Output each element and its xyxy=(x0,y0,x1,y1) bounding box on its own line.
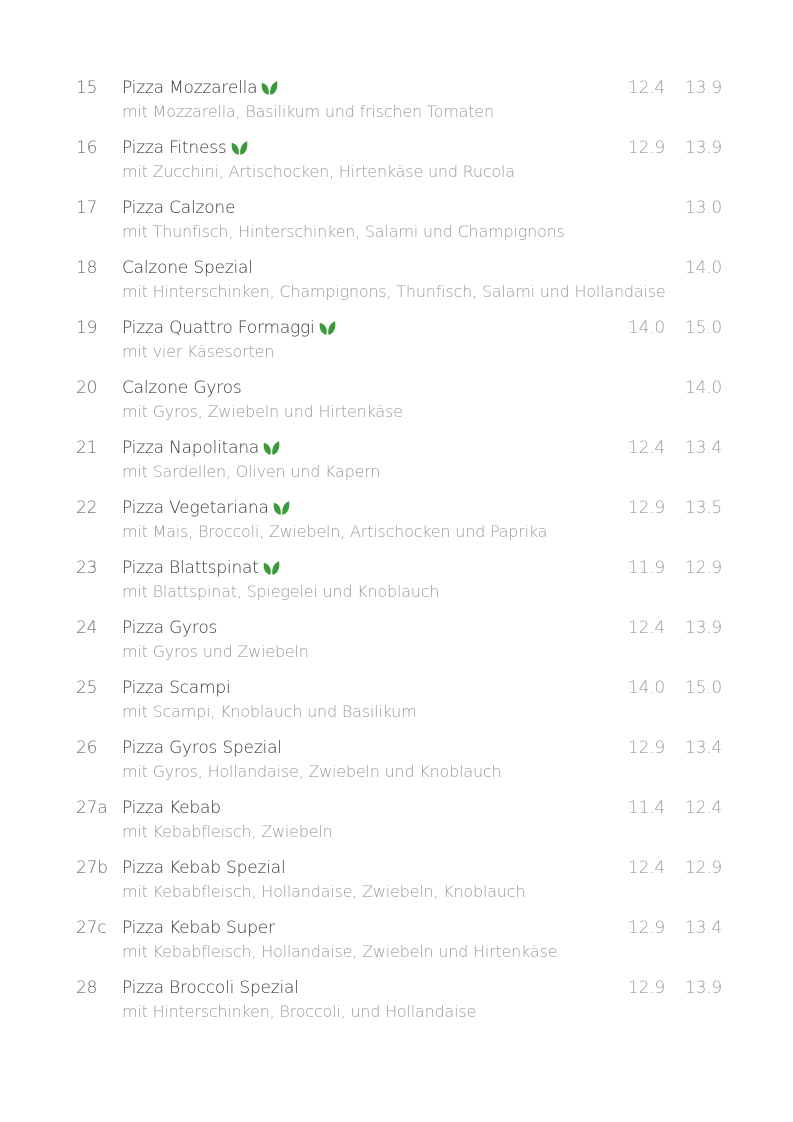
price-small: 11.9 xyxy=(628,558,666,578)
item-number: 27b xyxy=(76,858,108,878)
item-name xyxy=(122,558,280,578)
item-name-text: Pizza Kebab Spezial xyxy=(122,858,286,878)
item-number: 25 xyxy=(76,678,98,698)
menu-item xyxy=(0,736,793,796)
vegetarian-leaf-icon xyxy=(263,440,280,456)
item-name-text: Pizza Scampi xyxy=(122,678,231,698)
item-name xyxy=(122,798,221,818)
vegetarian-leaf-icon xyxy=(261,80,278,96)
menu-list xyxy=(0,76,793,1036)
menu-item xyxy=(0,496,793,556)
item-number: 24 xyxy=(76,618,98,638)
price-large: 13.4 xyxy=(685,438,723,458)
menu-item xyxy=(0,856,793,916)
menu-item xyxy=(0,436,793,496)
price-large: 13.9 xyxy=(685,978,723,998)
item-name-text: Pizza Mozzarella xyxy=(122,78,258,98)
item-name xyxy=(122,378,241,398)
price-small: 14.0 xyxy=(628,318,666,338)
item-name-text: Pizza Blattspinat xyxy=(122,558,259,578)
item-name xyxy=(122,738,282,758)
item-number: 26 xyxy=(76,738,98,758)
price-large: 14.0 xyxy=(685,258,723,278)
item-number: 19 xyxy=(76,318,98,338)
menu-item xyxy=(0,316,793,376)
item-description: mit Kebabfleisch, Hollandaise, Zwiebeln, Knoblauch xyxy=(122,882,526,901)
item-name xyxy=(122,138,248,158)
price-small: 12.9 xyxy=(628,498,666,518)
item-name xyxy=(122,438,280,458)
item-number: 27a xyxy=(76,798,108,818)
item-name-text: Pizza Kebab xyxy=(122,798,221,818)
price-large: 13.9 xyxy=(685,138,723,158)
price-large: 12.9 xyxy=(685,858,723,878)
item-description: mit Kebabfleisch, Hollandaise, Zwiebeln und Hirtenkäse xyxy=(122,942,558,961)
price-large: 13.9 xyxy=(685,618,723,638)
price-small: 12.9 xyxy=(628,738,666,758)
item-name-text: Pizza Broccoli Spezial xyxy=(122,978,299,998)
menu-item xyxy=(0,136,793,196)
item-description: mit Mozzarella, Basilikum und frischen Tomaten xyxy=(122,102,494,121)
item-name xyxy=(122,858,285,878)
item-name-text: Pizza Napolitana xyxy=(122,438,260,458)
item-name xyxy=(122,678,231,698)
menu-item xyxy=(0,916,793,976)
item-number: 21 xyxy=(76,438,98,458)
item-description: mit Hinterschinken, Champignons, Thunfisch, Salami und Hollandaise xyxy=(122,282,666,301)
item-name xyxy=(122,618,217,638)
item-name xyxy=(122,318,336,338)
price-small: 11.4 xyxy=(628,798,666,818)
price-large: 13.4 xyxy=(685,918,723,938)
item-number: 27c xyxy=(76,918,107,938)
vegetarian-leaf-icon xyxy=(273,500,290,516)
item-name xyxy=(122,498,290,518)
item-name-text: Pizza Quattro Formaggi xyxy=(122,318,315,338)
item-name-text: Pizza Gyros xyxy=(122,618,218,638)
item-name xyxy=(122,78,278,98)
price-large: 13.5 xyxy=(685,498,723,518)
item-description: mit Blattspinat, Spiegelei und Knoblauch xyxy=(122,582,440,601)
item-name-text: Pizza Gyros Spezial xyxy=(122,738,282,758)
price-small: 12.4 xyxy=(628,618,666,638)
item-description: mit Zucchini, Artischocken, Hirtenkäse und Rucola xyxy=(122,162,515,181)
item-name-text: Pizza Kebab Super xyxy=(122,918,275,938)
item-name xyxy=(122,918,275,938)
item-name-text: Calzone Spezial xyxy=(122,258,253,278)
vegetarian-leaf-icon xyxy=(319,320,336,336)
item-number: 15 xyxy=(76,78,98,98)
item-description: mit vier Käsesorten xyxy=(122,342,275,361)
menu-item xyxy=(0,796,793,856)
item-name xyxy=(122,978,299,998)
price-small: 12.4 xyxy=(628,438,666,458)
item-description: mit Kebabfleisch, Zwiebeln xyxy=(122,822,333,841)
vegetarian-leaf-icon xyxy=(231,140,248,156)
item-number: 18 xyxy=(76,258,98,278)
vegetarian-leaf-icon xyxy=(263,560,280,576)
item-name-text: Calzone Gyros xyxy=(122,378,242,398)
item-number: 22 xyxy=(76,498,98,518)
item-description: mit Sardellen, Oliven und Kapern xyxy=(122,462,381,481)
item-number: 16 xyxy=(76,138,98,158)
item-name-text: Pizza Vegetariana xyxy=(122,498,269,518)
price-large: 12.4 xyxy=(685,798,723,818)
item-description: mit Hinterschinken, Broccoli, und Hollandaise xyxy=(122,1002,477,1021)
price-small: 12.9 xyxy=(628,978,666,998)
menu-item xyxy=(0,256,793,316)
menu-item xyxy=(0,196,793,256)
price-large: 12.9 xyxy=(685,558,723,578)
price-large: 13.4 xyxy=(685,738,723,758)
menu-item xyxy=(0,616,793,676)
item-number: 20 xyxy=(76,378,98,398)
price-large: 14.0 xyxy=(685,378,723,398)
item-description: mit Gyros und Zwiebeln xyxy=(122,642,309,661)
price-large: 15.0 xyxy=(685,318,723,338)
item-description: mit Scampi, Knoblauch und Basilikum xyxy=(122,702,417,721)
item-description: mit Gyros, Hollandaise, Zwiebeln und Knoblauch xyxy=(122,762,502,781)
menu-item xyxy=(0,676,793,736)
menu-item xyxy=(0,376,793,436)
price-large: 13.9 xyxy=(685,78,723,98)
item-name xyxy=(122,198,235,218)
price-small: 14.0 xyxy=(628,678,666,698)
item-description: mit Gyros, Zwiebeln und Hirtenkäse xyxy=(122,402,403,421)
item-number: 17 xyxy=(76,198,98,218)
item-number: 28 xyxy=(76,978,98,998)
price-small: 12.9 xyxy=(628,138,666,158)
menu-item xyxy=(0,976,793,1036)
item-description: mit Mais, Broccoli, Zwiebeln, Artischocken und Paprika xyxy=(122,522,548,541)
item-number: 23 xyxy=(76,558,98,578)
price-small: 12.9 xyxy=(628,918,666,938)
item-name-text: Pizza Calzone xyxy=(122,198,236,218)
item-name xyxy=(122,258,253,278)
menu-item xyxy=(0,556,793,616)
price-small: 12.4 xyxy=(628,858,666,878)
price-large: 13.0 xyxy=(685,198,723,218)
item-description: mit Thunfisch, Hinterschinken, Salami und Champignons xyxy=(122,222,565,241)
price-large: 15.0 xyxy=(685,678,723,698)
price-small: 12.4 xyxy=(628,78,666,98)
menu-item xyxy=(0,76,793,136)
item-name-text: Pizza Fitness xyxy=(122,138,227,158)
